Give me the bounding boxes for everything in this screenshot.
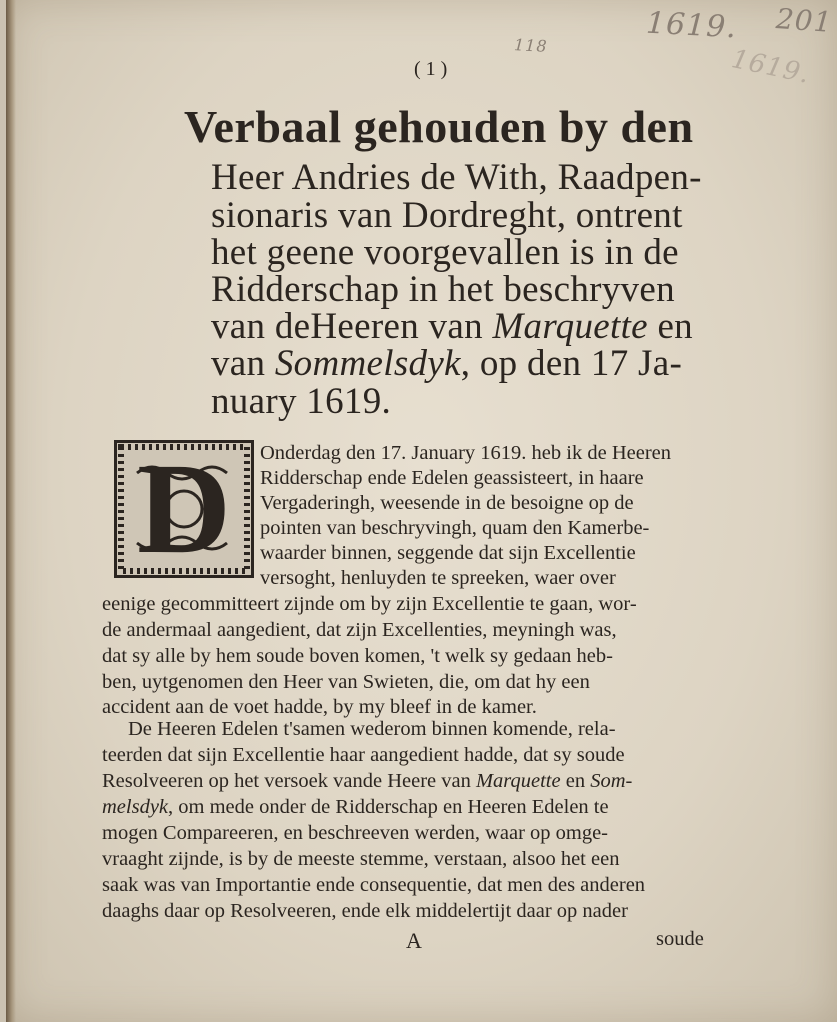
text-line: versoght, henluyden te spreeken, waer over xyxy=(260,567,616,589)
text-line: ben, uytgenomen den Heer van Swieten, die, om dat hy een xyxy=(102,671,590,693)
text-segment: Resolveeren op het versoek vande Heere van xyxy=(102,770,476,792)
text-segment: en xyxy=(560,770,591,792)
title-line xyxy=(211,342,682,385)
text-line: accident aan de voet hadde, by my bleef in de kamer. xyxy=(102,696,537,718)
page-number: ( 1 ) xyxy=(414,58,448,80)
title-text: van deHeeren van xyxy=(211,306,493,347)
title-text: , op den 17 Ja- xyxy=(460,343,683,384)
title-text: en xyxy=(647,306,693,347)
text-name: Marquette xyxy=(475,770,561,792)
title-name: Marquette xyxy=(492,306,648,347)
handwritten-note: 118 xyxy=(513,35,549,56)
drop-cap-letter: D xyxy=(137,437,231,581)
text-line: Ridderschap ende Edelen geassisteert, in haare xyxy=(260,467,644,489)
title-line: Verbaal gehouden by den xyxy=(184,101,694,152)
text-line: daaghs daar op Resolveeren, ende elk middelertijt daar op nader xyxy=(102,900,628,922)
text-line: mogen Compareeren, en beschreeven werden, waar op omge- xyxy=(102,822,609,844)
text-name: Som- xyxy=(590,770,633,792)
text-line: pointen van beschryvingh, quam den Kamerbe- xyxy=(260,517,650,539)
handwritten-note: 1619. xyxy=(728,44,813,90)
title-line: Ridderschap in het beschryven xyxy=(211,269,675,310)
drop-cap-frame xyxy=(114,437,254,581)
text-line: dat sy alle by hem soude boven komen, 't welk sy gedaan heb- xyxy=(102,645,613,667)
text-line: teerden dat sijn Excellentie haar aangedient hadde, dat sy soude xyxy=(102,744,625,766)
handwritten-note: 1619. xyxy=(645,5,738,46)
text-line: De Heeren Edelen t'samen wederom binnen komende, rela- xyxy=(128,718,616,740)
title-line: Heer Andries de With, Raadpen- xyxy=(211,157,702,198)
text-segment: , om mede onder de Ridderschap en Heeren Edelen te xyxy=(168,796,609,818)
text-line xyxy=(102,768,632,794)
text-line: de andermaal aangedient, dat zijn Excellenties, meyningh was, xyxy=(102,619,617,641)
text-line xyxy=(102,794,609,820)
text-line: saak was van Importantie ende consequentie, dat men des anderen xyxy=(102,874,646,896)
page-edge xyxy=(6,0,16,1022)
text-line: waarder binnen, seggende dat sijn Excellentie xyxy=(260,542,636,564)
title-line: sionaris van Dordreght, ontrent xyxy=(211,195,683,236)
signature-mark: A xyxy=(406,928,422,953)
title-line: het geene voorgevallen is in de xyxy=(211,232,679,273)
title-name: Sommelsdyk xyxy=(274,343,461,384)
catchword: soude xyxy=(656,928,704,950)
text-line: eenige gecommitteert zijnde om by zijn Excellentie te gaan, wor- xyxy=(102,593,637,615)
document-page xyxy=(6,0,837,1022)
text-name: melsdyk xyxy=(102,796,169,818)
text-line: vraaght zijnde, is by de meeste stemme, verstaan, alsoo het een xyxy=(102,848,620,870)
title-line: nuary 1619. xyxy=(211,381,392,422)
title-text: van xyxy=(211,343,275,384)
handwritten-note: 201 xyxy=(774,2,834,39)
text-line: Onderdag den 17. January 1619. heb ik de Heeren xyxy=(260,442,672,464)
text-line: Vergaderingh, weesende in de besoigne op de xyxy=(260,492,634,514)
